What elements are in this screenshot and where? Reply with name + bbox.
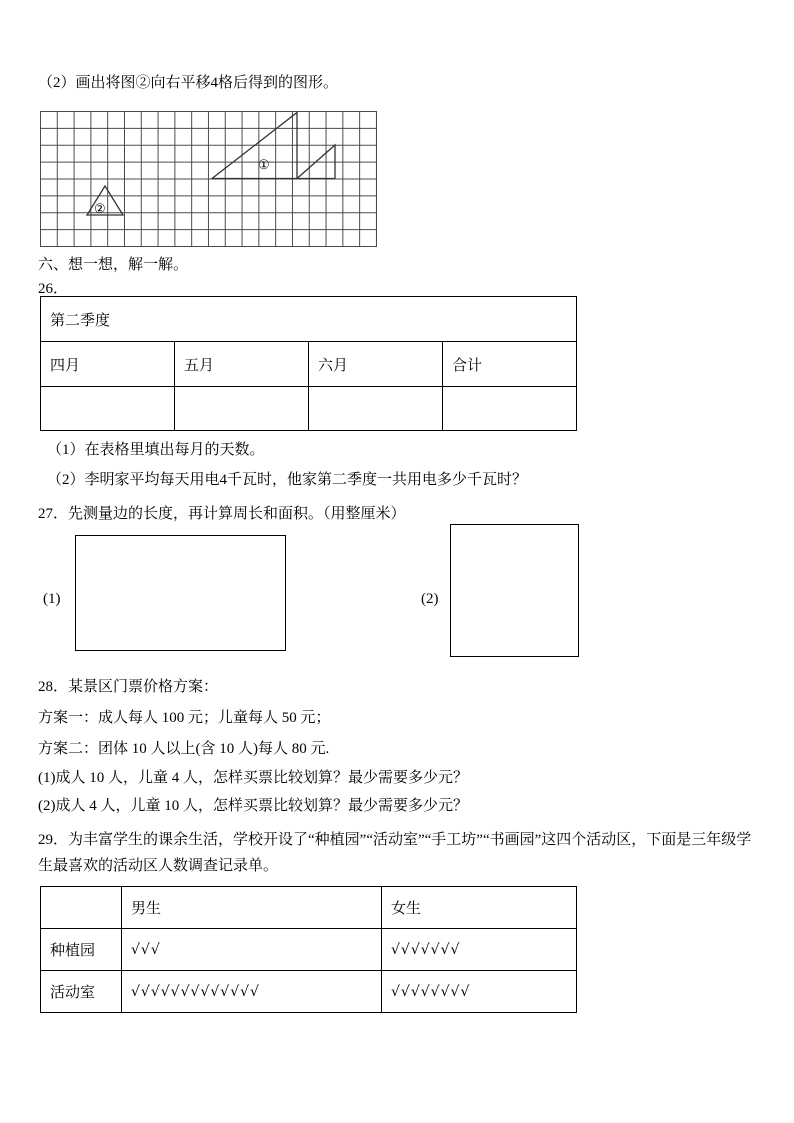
q29-row1-label: 种植园 xyxy=(41,929,122,971)
q26-col-april: 四月 xyxy=(41,342,175,387)
q29-row2-label: 活动室 xyxy=(41,971,122,1013)
q27-label-2: (2) xyxy=(421,591,439,607)
q28-title: 28．某景区门票价格方案： xyxy=(38,679,219,695)
q26-col-may: 五月 xyxy=(175,342,309,387)
q29-row2-male-ticks: √√√√√√√√√√√√√ xyxy=(122,971,382,1013)
q26-col-total: 合计 xyxy=(443,342,577,387)
q29-corner-cell xyxy=(41,887,122,929)
q29-row1-female-ticks: √√√√√√√ xyxy=(382,929,577,971)
q26-sub2: （2）李明家平均每天用电4千瓦时，他家第二季度一共用电多少千瓦时？ xyxy=(47,472,528,488)
q28-plan2: 方案二：团体 10 人以上(含 10 人)每人 80 元. xyxy=(38,741,330,757)
q26-sub1: （1）在表格里填出每月的天数。 xyxy=(47,442,265,458)
translate-instruction: （2）画出将图②向右平移4格后得到的图形。 xyxy=(38,75,339,91)
q26-table-header-cell: 第二季度 xyxy=(41,297,577,342)
q29-table xyxy=(40,886,577,1013)
q26-value-may xyxy=(175,387,309,431)
q27-label-1: (1) xyxy=(43,591,61,607)
q28-sub2: (2)成人 4 人，儿童 10 人，怎样买票比较划算？最少需要多少元？ xyxy=(38,798,468,814)
shape-1-large-triangle xyxy=(212,113,297,179)
shape-1-small-triangle xyxy=(297,145,335,179)
shape-1-label: ① xyxy=(258,157,270,172)
section-6-title: 六、想一想，解一解。 xyxy=(38,257,189,273)
q26-value-april xyxy=(41,387,175,431)
q29-row1-male-ticks: √√√ xyxy=(122,929,382,971)
q29-row2-female-ticks: √√√√√√√√ xyxy=(382,971,577,1013)
q29-title: 29．为丰富学生的课余生活，学校开设了“种植园”“活动室”“手工坊”“书画园”这四个活动区，下面是三年级学生最喜欢的活动区人数调查记录单。 xyxy=(38,832,752,874)
shape-2-label: ② xyxy=(94,201,106,216)
q26-value-june xyxy=(309,387,443,431)
q26-value-total xyxy=(443,387,577,431)
q27-rectangle-2 xyxy=(450,524,579,657)
grid-shapes xyxy=(40,111,376,246)
q28-sub1: (1)成人 10 人，儿童 4 人，怎样买票比较划算？最少需要多少元？ xyxy=(38,770,468,786)
q29-col-male: 男生 xyxy=(122,887,382,929)
q29-col-female: 女生 xyxy=(382,887,577,929)
translation-grid xyxy=(40,111,377,247)
q26-number: 26． xyxy=(38,281,69,297)
q28-plan1: 方案一：成人每人 100 元；儿童每人 50 元； xyxy=(38,710,331,726)
q27-title: 27．先测量边的长度，再计算周长和面积。（用整厘米） xyxy=(38,506,406,522)
q26-col-june: 六月 xyxy=(309,342,443,387)
q26-table xyxy=(40,296,577,431)
q27-rectangle-1 xyxy=(75,535,286,651)
